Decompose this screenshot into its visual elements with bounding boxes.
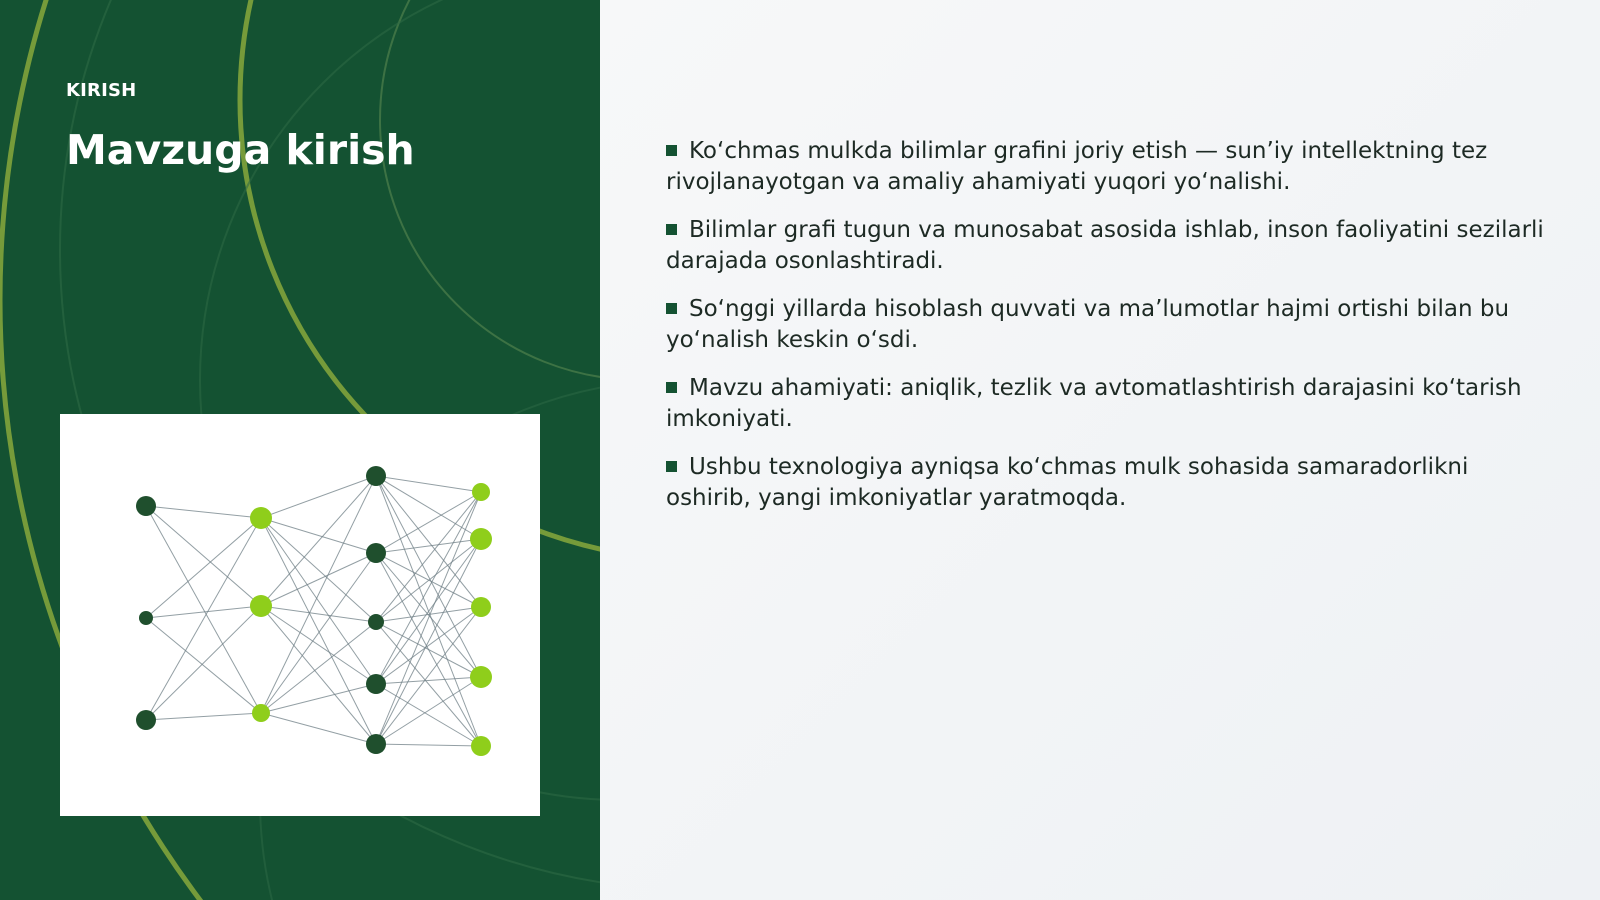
network-node	[366, 466, 386, 486]
network-edge	[376, 476, 481, 492]
network-edge	[261, 553, 376, 713]
network-edge	[261, 553, 376, 606]
network-edge	[261, 476, 376, 606]
network-edge	[376, 684, 481, 746]
network-node	[366, 674, 386, 694]
network-edge	[146, 506, 261, 713]
network-node	[250, 507, 272, 529]
network-node	[472, 483, 490, 501]
network-edge	[261, 518, 376, 622]
network-node	[470, 666, 492, 688]
network-edge	[376, 476, 481, 677]
network-edge	[376, 492, 481, 553]
network-node	[470, 528, 492, 550]
network-node	[136, 710, 156, 730]
slide-title: Mavzuga kirish	[66, 126, 415, 174]
network-edge	[376, 622, 481, 677]
network-edge	[261, 518, 376, 553]
network-edge	[146, 618, 261, 713]
network-edge	[261, 518, 376, 744]
content-panel	[600, 0, 1600, 900]
network-edge	[376, 607, 481, 744]
network-node	[366, 734, 386, 754]
square-bullet-icon	[666, 145, 677, 156]
network-node	[250, 595, 272, 617]
neural-network-illustration	[60, 414, 540, 816]
network-edge	[376, 492, 481, 622]
network-edge	[146, 518, 261, 720]
bullet-item	[666, 215, 1546, 277]
network-edge	[261, 606, 376, 622]
network-edge	[261, 622, 376, 713]
bullet-item	[666, 136, 1546, 198]
bullet-item	[666, 373, 1546, 435]
network-edge	[146, 518, 261, 618]
network-node	[136, 496, 156, 516]
square-bullet-icon	[666, 303, 677, 314]
section-kicker: KIRISH	[66, 80, 137, 101]
square-bullet-icon	[666, 224, 677, 235]
network-edge	[376, 539, 481, 744]
network-node	[139, 611, 153, 625]
network-edge	[146, 506, 261, 518]
network-edge	[261, 606, 376, 684]
bullet-text: So‘nggi yillarda hisoblash quvvati va ma’lumotlar hajmi ortishi bilan bu yo‘nalish keskin o‘sdi.	[666, 296, 1510, 353]
left-panel	[0, 0, 600, 900]
network-node	[471, 597, 491, 617]
bullet-list	[666, 136, 1546, 531]
bullet-item	[666, 452, 1546, 514]
bullet-item	[666, 294, 1546, 356]
network-edge	[261, 606, 376, 744]
network-edge	[376, 744, 481, 746]
square-bullet-icon	[666, 461, 677, 472]
square-bullet-icon	[666, 382, 677, 393]
network-node	[368, 614, 384, 630]
network-node	[366, 543, 386, 563]
network-edge	[146, 606, 261, 618]
network-edge	[376, 677, 481, 684]
network-edge	[146, 713, 261, 720]
network-edge	[376, 677, 481, 744]
network-edge	[261, 518, 376, 684]
network-edge	[146, 606, 261, 720]
network-edge	[146, 506, 261, 606]
bullet-text: Ushbu texnologiya ayniqsa ko‘chmas mulk sohasida samaradorlikni oshirib, yangi imkoniyatlar yaratmoqda.	[666, 454, 1469, 511]
bullet-text: Ko‘chmas mulkda bilimlar grafini joriy etish — sun’iy intellektning tez rivojlanayotgan va amaliy ahamiyati yuqori yo‘nalishi.	[666, 138, 1488, 195]
network-edge	[261, 713, 376, 744]
network-node	[471, 736, 491, 756]
network-node	[252, 704, 270, 722]
bullet-text: Mavzu ahamiyati: aniqlik, tezlik va avtomatlashtirish darajasini ko‘tarish imkoniyati.	[666, 375, 1522, 432]
bullet-text: Bilimlar grafi tugun va munosabat asosida ishlab, inson faoliyatini sezilarli darajada osonlashtiradi.	[666, 217, 1544, 274]
